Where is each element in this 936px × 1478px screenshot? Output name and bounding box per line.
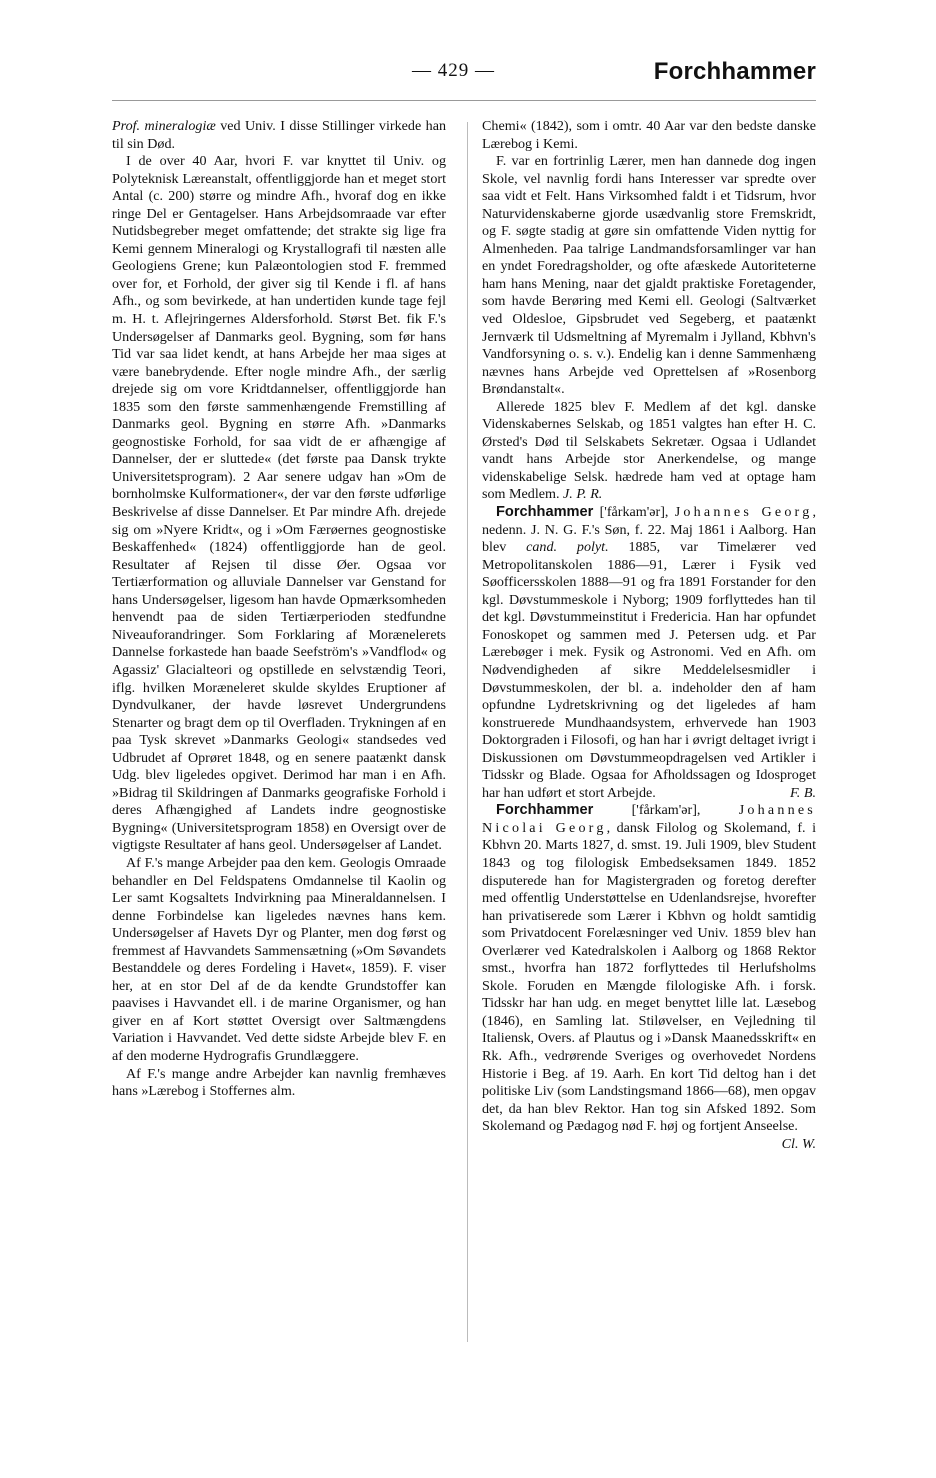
- paragraph: I de over 40 Aar, hvori F. var knyttet til Univ. og Polyteknisk Læreanstalt, offentliggjorde han et meget stort Antal (c. 200) større og mindre Afh., hvoraf dog en ikke ringe Del er Gentagelser. Hans Arbejdsomraade var efter Nutidsbegreber meget omfattende; det strakte sig lige fra Kemi gennem Mineralogi og Krystallografi til næsten alle Geologiens Grene; kun Palæontologien stod F. fremmed over for, et Forhold, der giver sig til Kende i fl. af hans Afh., og som bevirkede, at han undertiden kunde tage fejl m. H. t. Aflejringernes Aldersforhold. Størst Bet. fik F.'s Undersøgelser af Danmarks geol. Bygning, som før hans Tid var saa lidet kendt, at hans Arbejde her maa siges at være banebrydende. Efter nogle mindre Afh., der særlig drejede sig om vore Kridtdannelser, offentliggjorde han 1835 som den første sammenhængende Fremstilling af Danmarks geol. Bygning en større Afh. »Danmarks geognostiske Forhold, for saa vidt de er afhængige af Dannelser, der er sluttede« (det første paa Dansk trykte Universitetsprogram). 2 Aar senere udgav han »Om de bornholmske Kulformationer«, der var den første udførlige Beskrivelse af disse Dannelser. Et Par mindre Afh. drejede sig om »Nyere Kridt«, og i »Om Færøernes geognostiske Beskaffenhed« (1824) offentliggjorde han de geol. Resultater af Rejsen til disse Øer. Ogsaa vor Tertiærformation og alluviale Dannelser var Genstand for hans Undersøgelser, ligesom han havde Opmærksomheden henvendt paa de siden Tertiærperioden stedfundne Niveauforandringer. Som Forklaring af Morænelerets Dannelse forkastede han baade Seefström's »Vandflod« og Agassiz' Glacialteori og opstillede en selvstændig Teori, iflg. hvilken Moræneleret skulde skyldes Eruptioner af Dyndvulkaner, der havde løsrevet Undergrundens Stenarter og bragt dem op til Overfladen. Trykningen af en paa Tysk skrevet »Danmarks Geologi« standsedes ved Udbrudet af Oprøret 1848, og en senere paatænkt dansk Udg. blev ligeledes opgivet. Derimod har man i en Afh. »Bidrag til Skildringen af Danmarks geografiske Forhold i deres Afhængighed af Landets indre geognostiske Bygning« (Universitetsprogram 1858) en Oversigt over de vigtigste Resultater af hans geol. Undersøgelser af Landet.: [112, 153, 446, 854]
- paragraph: Allerede 1825 blev F. Medlem af det kgl. danske Videnskabernes Selskab, og 1851 valgtes han efter H. C. Ørsted's Død til Selskabets Sekretær. Ogsaa i Udlandet vandt hans Arbejde stor Anerkendelse, og mange videnskabelige Selsk. hædrede ham ved at optage ham som Medlem. J. P. R.: [482, 398, 816, 503]
- page-number: — 429 —: [412, 60, 495, 81]
- paragraph: Af F.'s mange andre Arbejder kan navnlig fremhæves hans »Lærebog i Stoffernes alm.: [112, 1065, 446, 1100]
- column-divider: [467, 122, 468, 1342]
- author-signature: F. B.: [790, 784, 816, 801]
- author-signature: Cl. W.: [781, 1135, 816, 1152]
- italic-term: Prof. mineralogiæ: [112, 118, 216, 134]
- paragraph: F. var en fortrinlig Lærer, men han dannede dog ingen Skole, vel navnlig fordi hans Interesser var spredte over saa vidt et Felt. Hans Virksomhed faldt i et Tidsrum, hvor Naturvidenskaberne gjorde usædvanlig store Fremskridt, og F. søgte stadig at gøre sin omfattende Viden nyttig for Almenheden. Paa talrige Landmandsforsamlinger var han en yndet Foredragsholder, og ofte afæskede Autoriteterne ham hans Mening, naar det gjaldt praktiske Foretagender, som havde Berøring med Kemi ell. Geologi (Saltværket ved Oldesloe, Gipsbrudet ved Segeberg, et paatænkt Jernværk til Udsmeltning af Myremalm i Jylland, Kbhvn's Vandforsyning o. s. v.). Endelig kan i denne Sammenhæng nævnes hans Arbejde ved Oprettelsen af »Rosenborg Brøndanstalt«.: [482, 153, 816, 398]
- entry-given-names: Johannes Nicolai Georg: [482, 802, 816, 836]
- entry-given-names: Johannes Georg: [674, 504, 813, 521]
- left-column: [112, 118, 446, 1101]
- right-column: [482, 118, 816, 1153]
- entry-johannes-nicolai-georg: Forchhammer ['fårkam'ər], Johannes Nicolai Georg, dansk Filolog og Skolemand, f. i Kbhvn 20. Marts 1827, d. smst. 19. Juli 1909, blev Student 1843 og tog filologisk Embedseksamen 1849. 1852 disputerede han for Magistergraden og foretog derefter med offentlig Understøttelse en Udenlandsrejse, hvorefter han privatiserede som Lærer i Kbhvn og holdt samtidig som Privatdocent Forelæsninger ved Univ. 1859 blev han Overlærer ved Katedralskolen i Aalborg og 1868 Rektor smst., hvorfra han 1872 forflyttedes til Herlufsholms Skole. Foruden en Mængde filologiske Afh. i forsk. Tidsskr har han udg. en meget benyttet lille lat. Læsebog (1846), en Samling lat. Stiløvelser, en Vejledning til Italiensk, Overs. af Plautus og i »Dansk Maanedsskrift« en Rk. Afh., vedrørende Sveriges og overhovedet Nordens Historie i Beg. af 19. Aarh. En kort Tid deltog han i det politiske Liv (som Landstingsmand 1866—68), men opgav det, da han blev Rektor. Han tog sin Afsked 1892. Som Skolemand og Pædagog nød F. høj og fortjent Anseelse. Cl. W.: [482, 802, 817, 1152]
- italic-term: cand. polyt.: [526, 539, 609, 556]
- pronunciation: ['fårkam'ər],: [593, 802, 739, 819]
- entry-headword: Forchhammer: [496, 802, 594, 819]
- pronunciation: ['fårkam'ər],: [593, 504, 675, 521]
- entry-johannes-georg: Forchhammer ['fårkam'ər], Johannes Georg, nedenn. J. N. G. F.'s Søn, f. 22. Maj 1861 i Aalborg. Han blev cand. polyt. 1885, var Timelærer ved Metropolitanskolen 1886—91, Lærer i Fysik ved Søofficersskolen 1888—91 og fra 1891 Forstander for den kgl. Døvstummeskole i Nyborg; 1909 forflyttedes han til det kgl. Døvstummeinstitut i Fredericia. Han har opfundet Fonoskopet og sammen med J. Petersen udg. et Par Lærebøger i mek. Fysik og Astronomi. Ved en Afh. om Nødvendigheden af sikre Meddelelsesmidler i Døvstummeskolen, der bl. a. indeholder den af ham opfundne Lydretskrivning og det ligeledes af ham konstruerede Mundhaandsystem, erhvervede han 1903 Doktorgraden i Filosofi, og han har i øvrigt deltaget ivrigt i Diskussionen om Døvstummeopdragelsen ved Artikler i Tidsskr og Blade. Ogsaa for Afholdssagen og Idosproget har han udført et stort Arbejde. F. B.: [482, 504, 817, 801]
- entry-headword: Forchhammer: [496, 504, 594, 521]
- header-rule: [112, 100, 816, 101]
- page-header: [112, 58, 816, 92]
- running-head: Forchhammer: [653, 58, 816, 85]
- paragraph: Prof. mineralogiæ ved Univ. I disse Stillinger virkede han til sin Død.: [112, 118, 446, 152]
- paragraph: Af F.'s mange Arbejder paa den kem. Geologis Omraade behandler en Del Feldspatens Omdannelse til Kaolin og Ler samt Kogsaltets Indvirkning paa Mineraldannelsen. I denne Forbindelse kan ligeledes nævnes hans kem. Undersøgelser af Havets Dyr og Planter, men dog først og fremmest af Havvandets Sammensætning (»Om Søvandets Bestanddele og deres Fordeling i Havet«, 1859). F. viser her, at en stor Del af de da kendte Grundstoffer kan paavises i Havvandet ell. i de marine Organismer, og han giver en af Kort støttet Oversigt over Saltmængdens Variation i Havvandet. Ved dette sidste Arbejde blev F. en af den moderne Hydrografis Grundlæggere.: [112, 854, 446, 1064]
- paragraph: Chemi« (1842), som i omtr. 40 Aar var den bedste danske Lærebog i Kemi.: [482, 118, 816, 152]
- author-signature: J. P. R.: [563, 486, 603, 503]
